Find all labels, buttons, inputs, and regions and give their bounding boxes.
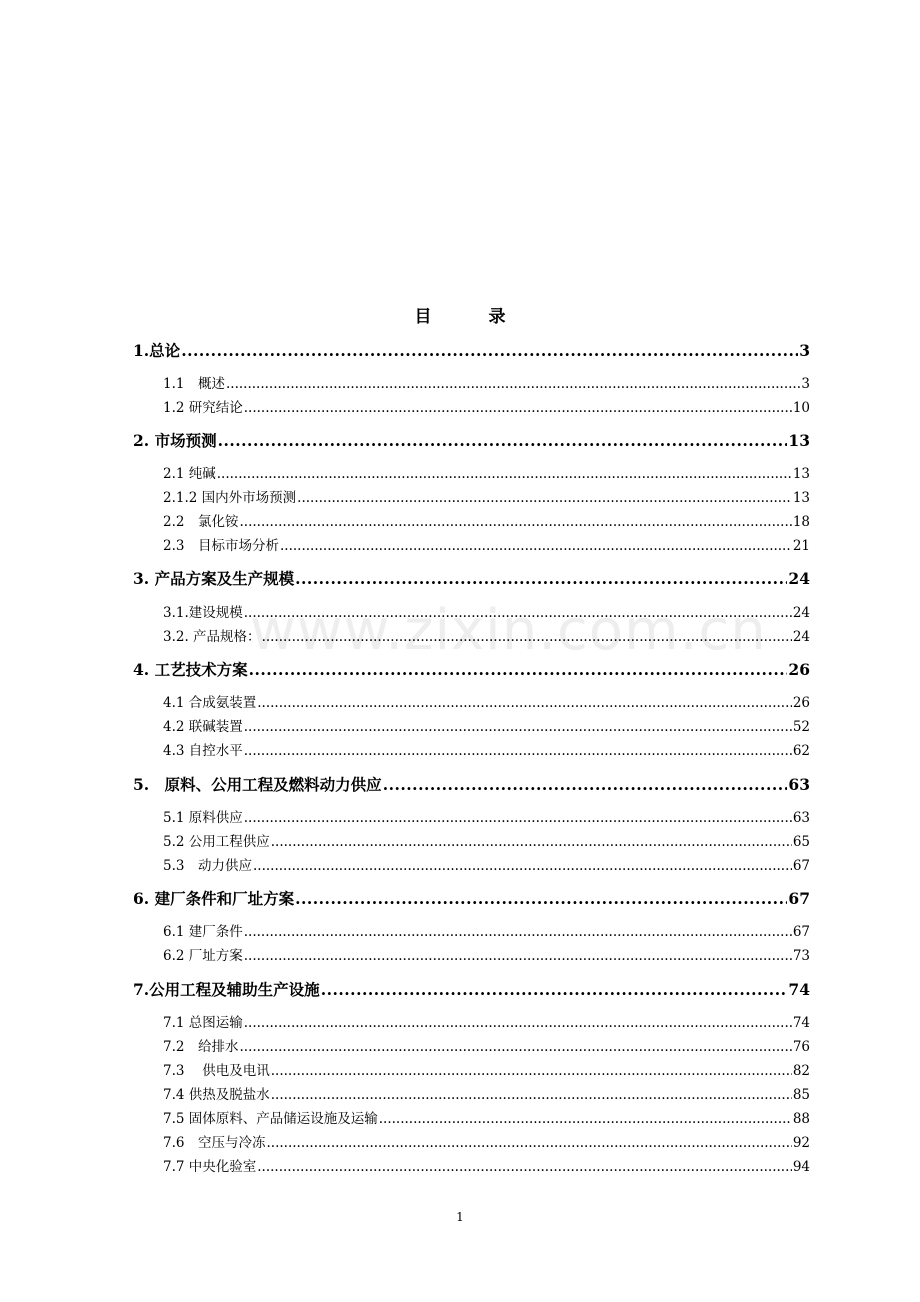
toc-entry-text: 4.2 联碱装置 [163,719,243,735]
toc-entry-1-1[interactable] [163,372,810,392]
toc-entry-7-4[interactable] [163,1083,810,1103]
leader-dots [244,1015,792,1031]
toc-entry-page: 85 [792,1087,810,1103]
toc-entry-text: 6. 建厂条件和厂址方案 [133,889,295,908]
toc-entry-5-2[interactable] [163,830,810,850]
toc-entry-text: 7.4 供热及脱盐水 [163,1087,270,1103]
toc-entry-5-1[interactable] [163,806,810,826]
toc-entry-text: 2.3 目标市场分析 [163,538,279,554]
toc-entry-text: 4. 工艺技术方案 [133,660,248,679]
toc-title: 目 录 [414,307,526,327]
toc-entry-page: 26 [788,660,810,679]
toc-entry-page: 13 [792,490,810,506]
leader-dots [239,1039,791,1055]
leader-dots [244,605,792,621]
toc-entry-text: 7.2 给排水 [163,1039,239,1055]
leader-dots [271,834,792,850]
toc-entry-page: 21 [792,538,810,554]
toc-entry-4-1[interactable] [163,691,810,711]
leader-dots [244,743,792,759]
toc-entry-text: 7.公用工程及辅助生产设施 [133,980,320,999]
leader-dots [297,490,792,506]
toc-entry-7[interactable] [133,978,810,1000]
leader-dots [257,695,792,711]
toc-entry-page: 3 [801,376,810,392]
toc-entry-text: 7.3 供电及电讯 [163,1063,270,1079]
toc-entry-page: 63 [788,775,810,794]
toc-entry-page: 92 [792,1135,810,1151]
leader-dots [226,376,800,392]
toc-entry-3-1[interactable] [163,601,810,621]
leader-dots [321,980,788,999]
toc-entry-text: 7.5 固体原料、产品储运设施及运输 [163,1111,378,1127]
toc-entry-2-3[interactable] [163,534,810,554]
toc-entry-text: 5.2 公用工程供应 [163,834,270,850]
toc-entry-page: 10 [792,400,810,416]
leader-dots [244,810,792,826]
toc-entry-page: 18 [792,514,810,530]
leader-dots [280,538,792,554]
leader-dots [181,341,798,360]
toc-entry-6[interactable] [133,887,810,909]
toc-entry-text: 1.总论 [133,341,181,360]
leader-dots [249,660,788,679]
leader-dots [379,1111,792,1127]
toc-entry-2[interactable] [133,429,810,451]
toc-entry-page: 74 [788,980,810,999]
toc-entry-page: 13 [788,431,810,450]
toc-entry-text: 2.2 氯化铵 [163,514,239,530]
toc-entry-page: 67 [792,924,810,940]
toc-entry-text: 5. 原料、公用工程及燃料动力供应 [133,775,382,794]
toc-entry-page: 82 [792,1063,810,1079]
leader-dots [383,775,788,794]
toc-entry-page: 24 [792,605,810,621]
leader-dots [257,1159,792,1175]
toc-entry-2-2[interactable] [163,510,810,530]
toc-entry-text: 3.1.建设规模 [163,605,243,621]
toc-entry-text: 6.2 厂址方案 [163,948,243,964]
toc-entry-text: 5.3 动力供应 [163,858,252,874]
toc-entry-text: 4.3 自控水平 [163,743,243,759]
leader-dots [271,1087,792,1103]
toc-entry-1-2[interactable] [163,396,810,416]
page-number: 1 [456,1210,464,1224]
toc-entry-page: 24 [792,629,810,645]
toc-entry-page: 67 [792,858,810,874]
leader-dots [244,719,792,735]
leader-dots [244,400,792,416]
leader-dots [253,858,792,874]
leader-dots [295,569,787,588]
toc-entry-page: 65 [792,834,810,850]
leader-dots [262,629,792,645]
leader-dots [239,514,791,530]
toc-entry-page: 76 [792,1039,810,1055]
toc-entry-page: 94 [792,1159,810,1175]
leader-dots [266,1135,791,1151]
toc-entry-2-1[interactable] [163,462,810,482]
toc-entry-5[interactable] [133,773,810,795]
toc-entry-text: 2.1.2 国内外市场预测 [163,490,297,506]
toc-entry-7-5[interactable] [163,1107,810,1127]
toc-entry-page: 13 [792,466,810,482]
leader-dots [295,889,787,908]
toc-entry-4-2[interactable] [163,715,810,735]
toc-entry-3[interactable] [133,567,810,589]
toc-entry-text: 3.2. 产品规格： [163,629,261,645]
toc-entry-page: 88 [792,1111,810,1127]
leader-dots [218,431,788,450]
toc-entry-1[interactable] [133,339,810,361]
toc-entry-text: 1.1 概述 [163,376,225,392]
toc-entry-text: 7.7 中央化验室 [163,1159,257,1175]
toc-entry-7-2[interactable] [163,1035,810,1055]
toc-entry-page: 73 [792,948,810,964]
toc-entry-page: 63 [792,810,810,826]
leader-dots [244,948,792,964]
toc-entry-page: 62 [792,743,810,759]
leader-dots [244,924,792,940]
toc-entry-text: 1.2 研究结论 [163,400,243,416]
toc-entry-7-1[interactable] [163,1011,810,1031]
toc-entry-page: 26 [792,695,810,711]
toc-entry-page: 52 [792,719,810,735]
toc-entry-page: 24 [788,569,810,588]
toc-entry-text: 6.1 建厂条件 [163,924,243,940]
toc-entry-6-2[interactable] [163,944,810,964]
watermark: www.zixin.com.cn [250,598,767,663]
toc-entry-text: 2. 市场预测 [133,431,217,450]
toc-entry-text: 5.1 原料供应 [163,810,243,826]
toc-entry-4-3[interactable] [163,739,810,759]
toc-entry-5-3[interactable] [163,854,810,874]
toc-entry-text: 7.6 空压与冷冻 [163,1135,266,1151]
toc-entry-text: 4.1 合成氨装置 [163,695,257,711]
toc-entry-text: 7.1 总图运输 [163,1015,243,1031]
toc-entry-2-1-2[interactable] [163,486,810,506]
toc-entry-7-6[interactable] [163,1131,810,1151]
toc-entry-page: 74 [792,1015,810,1031]
toc-entry-6-1[interactable] [163,920,810,940]
toc-entry-3-2[interactable] [163,625,810,645]
toc-entry-page: 3 [799,341,810,360]
toc-entry-text: 3. 产品方案及生产规模 [133,569,295,588]
toc-entry-page: 67 [788,889,810,908]
leader-dots [271,1063,792,1079]
toc-entry-text: 2.1 纯碱 [163,466,216,482]
leader-dots [217,466,792,482]
toc-entry-4[interactable] [133,658,810,680]
toc-entry-7-7[interactable] [163,1155,810,1175]
toc-entry-7-3[interactable] [163,1059,810,1079]
